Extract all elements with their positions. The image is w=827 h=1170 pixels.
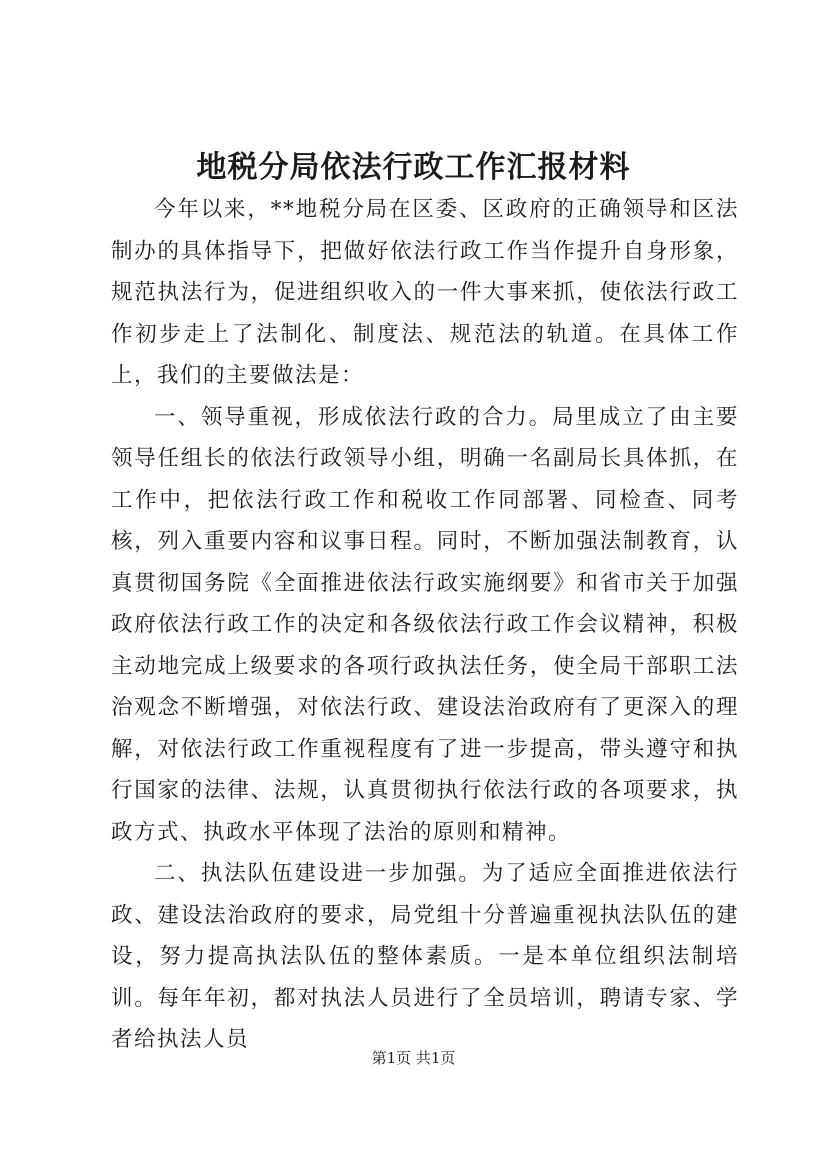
- document-body: [111, 189, 739, 1061]
- paragraph-leadership: 一、领导重视，形成依法行政的合力。局里成立了由主要领导任组长的依法行政领导小组，明确一名副局长具体抓，在工作中，把依法行政工作和税收工作同部署、同检查、同考核，列入重要内容和议事日程。同时，不断加强法制教育，认真贯彻国务院《全面推进依法行政实施纲要》和省市关于加强政府依法行政工作的决定和各级依法行政工作会议精神，积极主动地完成上级要求的各项行政执法任务，使全局干部职工法治观念不断增强，对依法行政、建设法治政府有了更深入的理解，对依法行政工作重视程度有了进一步提高，带头遵守和执行国家的法律、法规，认真贯彻执行依法行政的各项要求，执政方式、执政水平体现了法治的原则和精神。: [111, 404, 739, 845]
- paragraph-intro: 今年以来，**地税分局在区委、区政府的正确领导和区法制办的具体指导下，把做好依法行政工作当作提升自身形象，规范执法行为，促进组织收入的一件大事来抓，使依法行政工作初步走上了法制化、制度法、规范法的轨道。在具体工作上，我们的主要做法是：: [111, 197, 739, 388]
- document-title: 地税分局依法行政工作汇报材料: [196, 150, 631, 185]
- page-footer: 第1页 共1页: [371, 1049, 456, 1067]
- paragraph-team-building: 二、执法队伍建设进一步加强。为了适应全面推进依法行政、建设法治政府的要求，局党组十分普遍重视执法队伍的建设，努力提高执法队伍的整体素质。一是本单位组织法制培训。每年年初，都对执法人员进行了全员培训，聘请专家、学者给执法人员: [111, 861, 739, 1052]
